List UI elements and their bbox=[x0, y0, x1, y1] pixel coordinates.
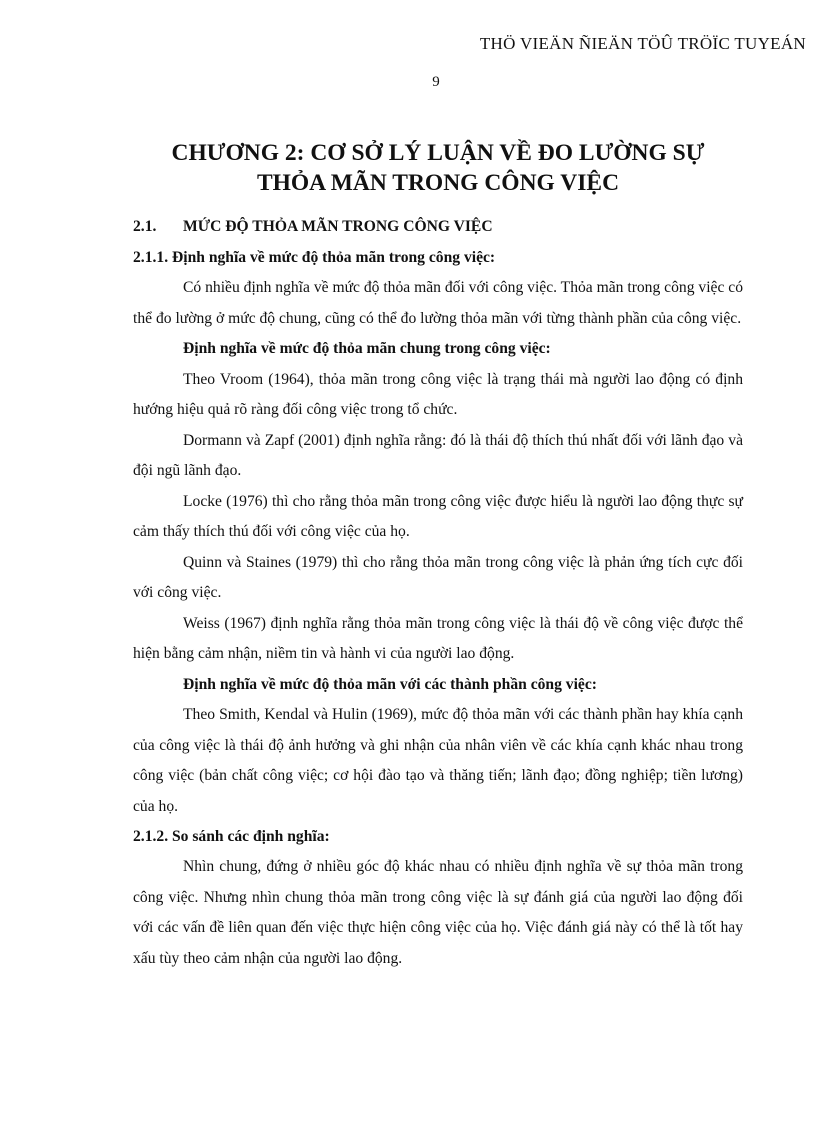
paragraph: Theo Smith, Kendal và Hulin (1969), mức độ thỏa mãn với các thành phần hay khía cạnh của công việc là thái độ ảnh hưởng và ghi nhận của nhân viên về các khía cạnh khác nhau trong công việc (bản chất công việc; cơ hội đào tạo và thăng tiến; lãnh đạo; đồng nghiệp; tiền lương) của họ. bbox=[133, 706, 743, 815]
page-number: 9 bbox=[432, 74, 440, 90]
section-title: MỨC ĐỘ THỎA MÃN TRONG CÔNG VIỆC bbox=[183, 218, 493, 235]
paragraph: Theo Vroom (1964), thỏa mãn trong công việc là trạng thái mà người lao động có định hướng hiệu quả rõ ràng đối công việc trong tổ chức. bbox=[133, 370, 743, 418]
header-watermark: THÖ VIEÄN ÑIEÄN TÖÛ TRÖÏC TUYEÁN bbox=[479, 34, 806, 53]
chapter-title bbox=[133, 138, 743, 198]
paragraph: Có nhiều định nghĩa về mức độ thỏa mãn đối với công việc. Thỏa mãn trong công việc có thể đo lường ở mức độ chung, cũng có thể đo lường thỏa mãn với từng thành phần của công việc. bbox=[133, 279, 743, 327]
chapter-title-line2: THỎA MÃN TRONG CÔNG VIỆC bbox=[256, 170, 620, 196]
subsection-heading-2-1-2: 2.1.2. So sánh các định nghĩa: bbox=[133, 828, 330, 845]
paragraph: Nhìn chung, đứng ở nhiều góc độ khác nhau có nhiều định nghĩa về sự thỏa mãn trong công việc. Nhưng nhìn chung thỏa mãn trong công việc là sự đánh giá của người lao động đối với các vấn đề liên quan đến việc thực hiện công việc của họ. Việc đánh giá này có thể là tốt hay xấu tùy theo cảm nhận của người lao động. bbox=[133, 858, 743, 967]
subsection-heading-2-1-1: 2.1.1. Định nghĩa về mức độ thỏa mãn trong công việc: bbox=[133, 249, 496, 266]
paragraph: Dormann và Zapf (2001) định nghĩa rằng: đó là thái độ thích thú nhất đối với lãnh đạo và đội ngũ lãnh đạo. bbox=[133, 431, 743, 479]
section-heading-2-1 bbox=[133, 210, 743, 243]
paragraph: Locke (1976) thì cho rằng thỏa mãn trong công việc được hiểu là người lao động thực sự cảm thấy thích thú đối với công việc của họ. bbox=[133, 492, 743, 540]
paragraph: Quinn và Staines (1979) thì cho rằng thỏa mãn trong công việc là phản ứng tích cực đối với công việc. bbox=[133, 553, 743, 601]
bold-subheading-general: Định nghĩa về mức độ thỏa mãn chung trong công việc: bbox=[183, 340, 551, 357]
section-number: 2.1. bbox=[133, 218, 157, 235]
chapter-title-line1: CHƯƠNG 2: CƠ SỞ LÝ LUẬN VỀ ĐO LƯỜNG SỰ bbox=[171, 140, 705, 166]
document-body bbox=[133, 138, 743, 974]
bold-subheading-components: Định nghĩa về mức độ thỏa mãn với các thành phần công việc: bbox=[183, 675, 597, 693]
paragraph: Weiss (1967) định nghĩa rằng thỏa mãn trong công việc là thái độ về công việc được thể hiện bằng cảm nhận, niềm tin và hành vi của người lao động. bbox=[133, 614, 743, 662]
